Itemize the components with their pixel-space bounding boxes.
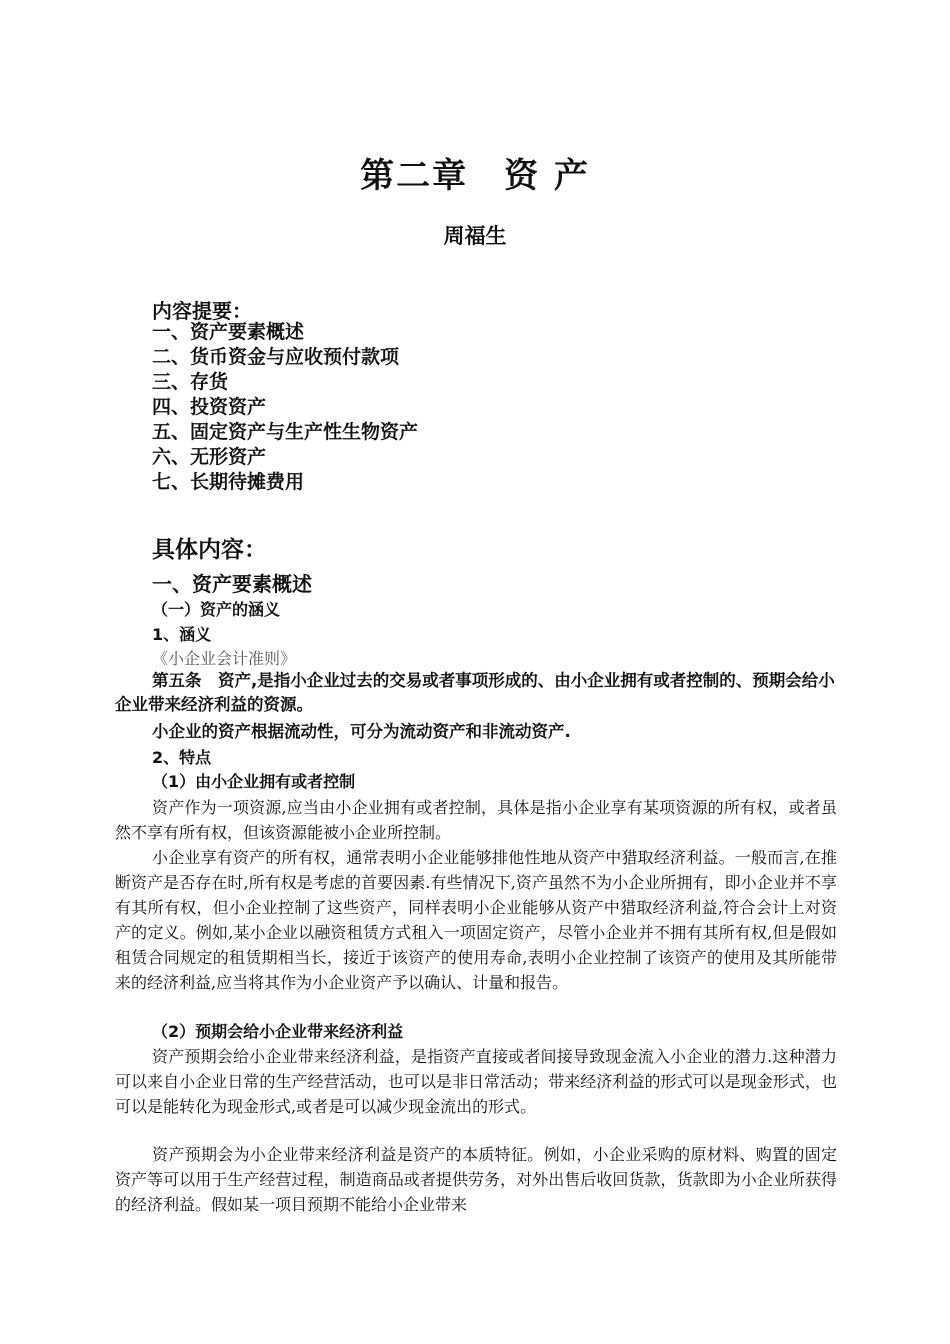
body-paragraph: 资产预期会给小企业带来经济利益，是指资产直接或者间接导致现金流入小企业的潜力.这种潜力可以来自小企业日常的生产经营活动，也可以是非日常活动；带来经济利益的形式可以是现金形式，也可以是能转化为现金形式,或者是可以减少现金流出的形式。 xyxy=(115,1047,837,1116)
subsection-number: 1、涵义 xyxy=(152,625,212,644)
reference-title: 《小企业会计准则》 xyxy=(152,649,297,668)
summary-list xyxy=(152,320,418,495)
summary-item: 二、货币资金与应收预付款项 xyxy=(152,346,400,368)
content-heading: 具体内容： xyxy=(152,537,267,563)
chapter-title: 第二章 资 产 xyxy=(360,156,590,196)
summary-item: 六、无形资产 xyxy=(152,446,267,468)
feature-heading: （2）预期会给小企业带来经济利益 xyxy=(152,1022,404,1041)
classification-paragraph: 小企业的资产根据流动性，可分为流动资产和非流动资产. xyxy=(152,722,571,741)
summary-item: 三、存货 xyxy=(152,371,229,393)
summary-heading: 内容提要： xyxy=(152,299,252,323)
subsection-number: 2、特点 xyxy=(152,748,212,767)
section-heading: 一、资产要素概述 xyxy=(152,572,312,596)
summary-item: 七、长期待摊费用 xyxy=(152,471,305,493)
summary-item: 一、资产要素概述 xyxy=(152,321,305,343)
body-paragraph: 小企业享有资产的所有权，通常表明小企业能够排他性地从资产中猎取经济利益。一般而言,在推断资产是否存在时,所有权是考虑的首要因素.有些情况下,资产虽然不为小企业所拥有，即小企业并不享有其所有权，但小企业控制了这些资产，同样表明小企业能够从资产中猎取经济利益,符合会计上对资产的定义。例如,某小企业以融资租赁方式租入一项固定资产，尽管小企业并不拥有其所有权,但是假如租赁合同规定的租赁期相当长，接近于该资产的使用寿命,表明小企业控制了该资产的使用及其所能带来的经济利益,应当将其作为小企业资产予以确认、计量和报告。 xyxy=(115,848,837,992)
subsection-heading: （一）资产的涵义 xyxy=(152,600,281,619)
author-name: 周福生 xyxy=(443,224,507,248)
body-paragraph: 资产作为一项资源,应当由小企业拥有或者控制，具体是指小企业享有某项资源的所有权，或者虽然不享有所有权，但该资源能被小企业所控制。 xyxy=(115,798,837,842)
summary-item: 四、投资资产 xyxy=(152,396,267,418)
body-paragraph: 资产预期会为小企业带来经济利益是资产的本质特征。例如，小企业采购的原材料、购置的固定资产等可以用于生产经营过程，制造商品或者提供劳务，对外出售后收回货款，货款即为小企业所获得的经济利益。假如某一项目预期不能给小企业带来 xyxy=(115,1145,837,1214)
summary-item: 五、固定资产与生产性生物资产 xyxy=(152,421,419,443)
article-paragraph: 第五条 资产,是指小企业过去的交易或者事项形成的、由小企业拥有或者控制的、预期会给小企业带来经济利益的资源。 xyxy=(115,671,835,714)
feature-heading: （1）由小企业拥有或者控制 xyxy=(152,772,356,791)
